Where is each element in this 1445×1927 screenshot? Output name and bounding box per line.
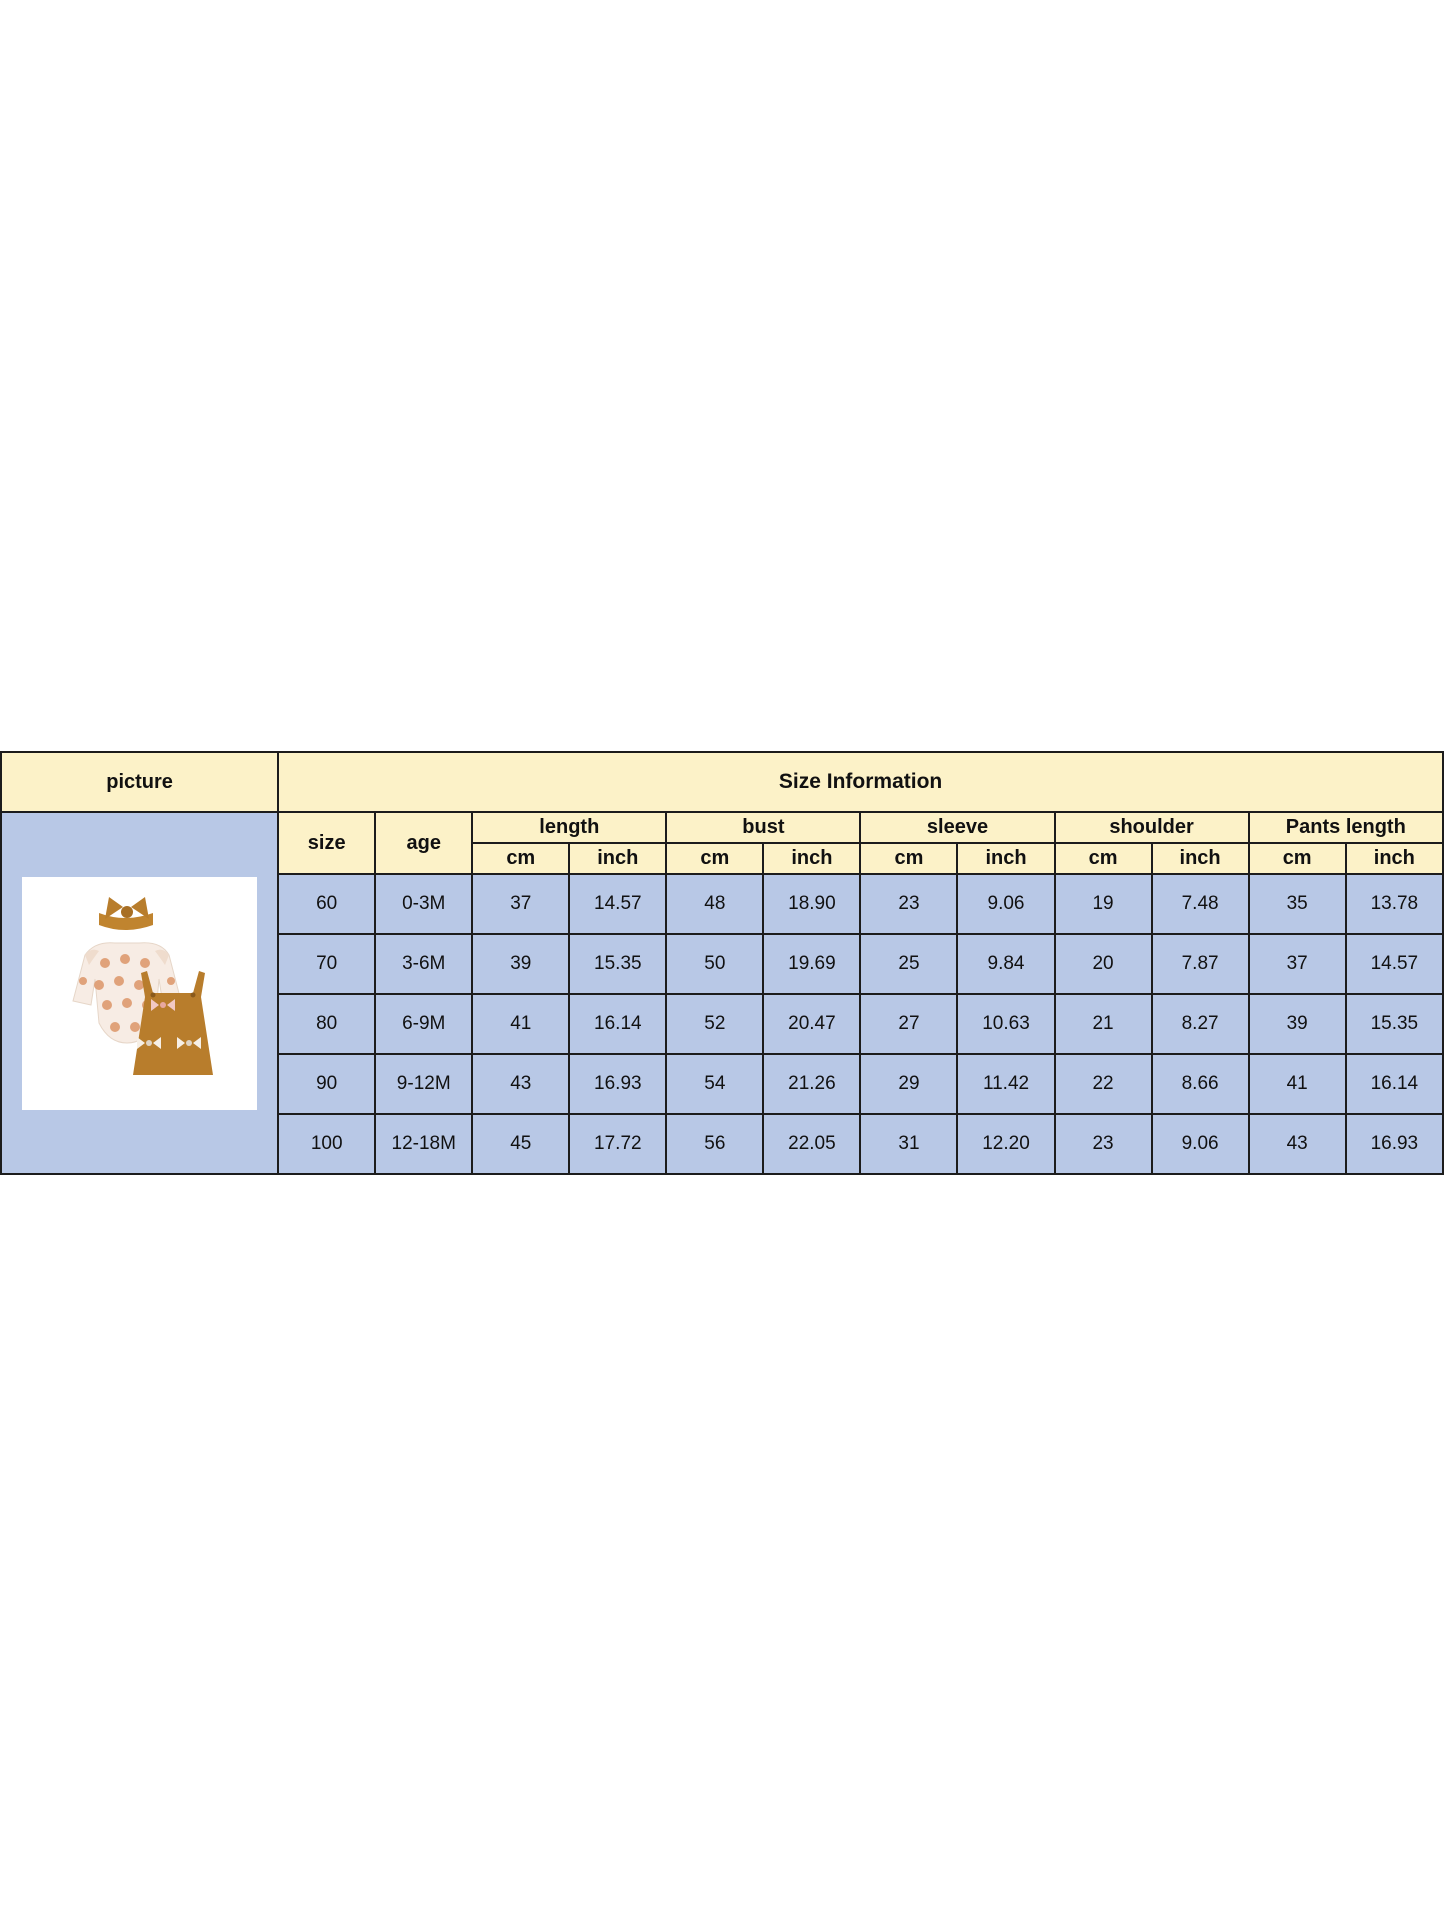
table-cell: 37 xyxy=(1249,934,1346,994)
age-header: age xyxy=(375,812,472,874)
table-cell: 45 xyxy=(472,1114,569,1174)
measure-group-header: sleeve xyxy=(860,812,1054,843)
product-image xyxy=(22,877,257,1110)
size-information-title: Size Information xyxy=(278,752,1443,812)
table-cell: 41 xyxy=(472,994,569,1054)
unit-header: cm xyxy=(472,843,569,874)
table-cell: 13.78 xyxy=(1346,874,1443,934)
unit-header: inch xyxy=(569,843,666,874)
table-cell: 9.06 xyxy=(1152,1114,1249,1174)
table-cell: 21.26 xyxy=(763,1054,860,1114)
table-cell: 29 xyxy=(860,1054,957,1114)
table-cell: 11.42 xyxy=(957,1054,1054,1114)
table-cell: 19 xyxy=(1055,874,1152,934)
table-cell: 9-12M xyxy=(375,1054,472,1114)
table-cell: 23 xyxy=(1055,1114,1152,1174)
table-cell: 23 xyxy=(860,874,957,934)
table-cell: 20 xyxy=(1055,934,1152,994)
table-cell: 35 xyxy=(1249,874,1346,934)
table-cell: 17.72 xyxy=(569,1114,666,1174)
table-cell: 48 xyxy=(666,874,763,934)
table-cell: 9.06 xyxy=(957,874,1054,934)
table-cell: 20.47 xyxy=(763,994,860,1054)
product-picture-cell xyxy=(1,812,278,1174)
table-cell: 54 xyxy=(666,1054,763,1114)
table-cell: 43 xyxy=(472,1054,569,1114)
table-cell: 8.27 xyxy=(1152,994,1249,1054)
table-cell: 52 xyxy=(666,994,763,1054)
unit-header: cm xyxy=(1055,843,1152,874)
unit-header: inch xyxy=(957,843,1054,874)
unit-header: inch xyxy=(1346,843,1443,874)
table-cell: 43 xyxy=(1249,1114,1346,1174)
table-cell: 27 xyxy=(860,994,957,1054)
table-cell: 39 xyxy=(1249,994,1346,1054)
unit-header: inch xyxy=(763,843,860,874)
table-cell: 70 xyxy=(278,934,375,994)
table-cell: 7.87 xyxy=(1152,934,1249,994)
table-cell: 9.84 xyxy=(957,934,1054,994)
table-cell: 15.35 xyxy=(569,934,666,994)
unit-header: cm xyxy=(666,843,763,874)
size-chart-table xyxy=(0,751,1444,1175)
table-cell: 10.63 xyxy=(957,994,1054,1054)
table-cell: 22 xyxy=(1055,1054,1152,1114)
measure-group-header: shoulder xyxy=(1055,812,1249,843)
table-cell: 21 xyxy=(1055,994,1152,1054)
table-cell: 8.66 xyxy=(1152,1054,1249,1114)
baby-outfit-illustration-icon xyxy=(35,893,245,1093)
table-cell: 16.14 xyxy=(1346,1054,1443,1114)
measure-group-header: length xyxy=(472,812,666,843)
table-cell: 50 xyxy=(666,934,763,994)
unit-header: inch xyxy=(1152,843,1249,874)
table-cell: 100 xyxy=(278,1114,375,1174)
table-cell: 37 xyxy=(472,874,569,934)
unit-header: cm xyxy=(860,843,957,874)
table-cell: 12-18M xyxy=(375,1114,472,1174)
unit-header: cm xyxy=(1249,843,1346,874)
table-cell: 16.14 xyxy=(569,994,666,1054)
table-cell: 31 xyxy=(860,1114,957,1174)
table-cell: 12.20 xyxy=(957,1114,1054,1174)
table-cell: 39 xyxy=(472,934,569,994)
table-cell: 41 xyxy=(1249,1054,1346,1114)
table-cell: 16.93 xyxy=(569,1054,666,1114)
table-cell: 19.69 xyxy=(763,934,860,994)
measure-group-header: bust xyxy=(666,812,860,843)
table-cell: 6-9M xyxy=(375,994,472,1054)
table-cell: 25 xyxy=(860,934,957,994)
table-cell: 7.48 xyxy=(1152,874,1249,934)
table-cell: 22.05 xyxy=(763,1114,860,1174)
size-header: size xyxy=(278,812,375,874)
table-cell: 14.57 xyxy=(569,874,666,934)
table-cell: 60 xyxy=(278,874,375,934)
measure-group-header: Pants length xyxy=(1249,812,1443,843)
table-cell: 80 xyxy=(278,994,375,1054)
table-cell: 56 xyxy=(666,1114,763,1174)
picture-header: picture xyxy=(1,752,278,812)
table-cell: 90 xyxy=(278,1054,375,1114)
table-cell: 0-3M xyxy=(375,874,472,934)
table-cell: 14.57 xyxy=(1346,934,1443,994)
table-cell: 15.35 xyxy=(1346,994,1443,1054)
table-cell: 18.90 xyxy=(763,874,860,934)
table-cell: 16.93 xyxy=(1346,1114,1443,1174)
table-cell: 3-6M xyxy=(375,934,472,994)
